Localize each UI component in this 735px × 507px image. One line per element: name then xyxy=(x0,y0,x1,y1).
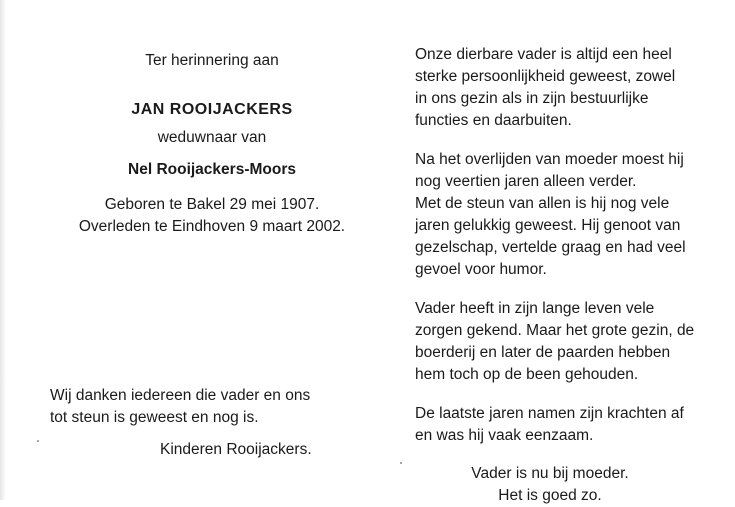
closing-line-2: Het is goed zo. xyxy=(498,487,602,504)
paragraph-line: functies en daarbuiten. xyxy=(415,112,572,129)
paragraph-4 xyxy=(415,403,685,447)
paragraph-line: zorgen gekend. Maar het grote gezin, de xyxy=(415,322,695,339)
speck xyxy=(400,462,402,464)
signature: Kinderen Rooijackers. xyxy=(160,441,312,458)
paragraph-line: Met de steun van allen is hij nog vele xyxy=(415,195,670,212)
thanks-line-1: Wij danken iedereen die vader en ons xyxy=(50,387,311,404)
paragraph-line: nog veertien jaren alleen verder. xyxy=(415,173,637,190)
intro-text: Ter herinnering aan xyxy=(145,52,279,69)
paragraph-line: sterke persoonlijkheid geweest, zowel xyxy=(415,68,676,85)
paragraph-line: gevoel voor humor. xyxy=(415,261,547,278)
relation-text: weduwnaar van xyxy=(157,129,267,146)
right-column xyxy=(415,44,695,507)
paragraph-line: De laatste jaren namen zijn krachten af xyxy=(415,405,684,422)
death-line: Overleden te Eindhoven 9 maart 2002. xyxy=(78,218,346,235)
paragraph-line: Onze dierbare vader is altijd een heel xyxy=(415,46,672,63)
speck xyxy=(37,440,39,442)
left-column xyxy=(50,44,372,458)
card-edge-shadow xyxy=(0,0,6,500)
paragraph-line: jaren gelukkig geweest. Hij genoot van xyxy=(415,217,681,234)
paragraph-1 xyxy=(415,44,685,132)
paragraph-3 xyxy=(415,298,695,386)
paragraph-line: hem toch op de been gehouden. xyxy=(415,366,639,383)
thanks-line-2: tot steun is geweest en nog is. xyxy=(50,409,259,426)
paragraph-line: in ons gezin als in zijn bestuurlijke xyxy=(415,90,649,107)
paragraph-line: boerderij en later de paarden hebben xyxy=(415,344,671,361)
spouse-name: Nel Rooijackers-Moors xyxy=(128,161,296,178)
paragraph-line: en was hij vaak eenzaam. xyxy=(415,427,594,444)
birth-line: Geboren te Bakel 29 mei 1907. xyxy=(104,196,320,213)
paragraph-2 xyxy=(415,149,685,281)
paragraph-line: gezelschap, vertelde graag en had veel xyxy=(415,239,686,256)
paragraph-line: Vader heeft in zijn lange leven vele xyxy=(415,300,655,317)
deceased-name: JAN ROOIJACKERS xyxy=(131,101,293,118)
paragraph-line: Na het overlijden van moeder moest hij xyxy=(415,151,684,168)
closing-line-1: Vader is nu bij moeder. xyxy=(471,465,629,482)
